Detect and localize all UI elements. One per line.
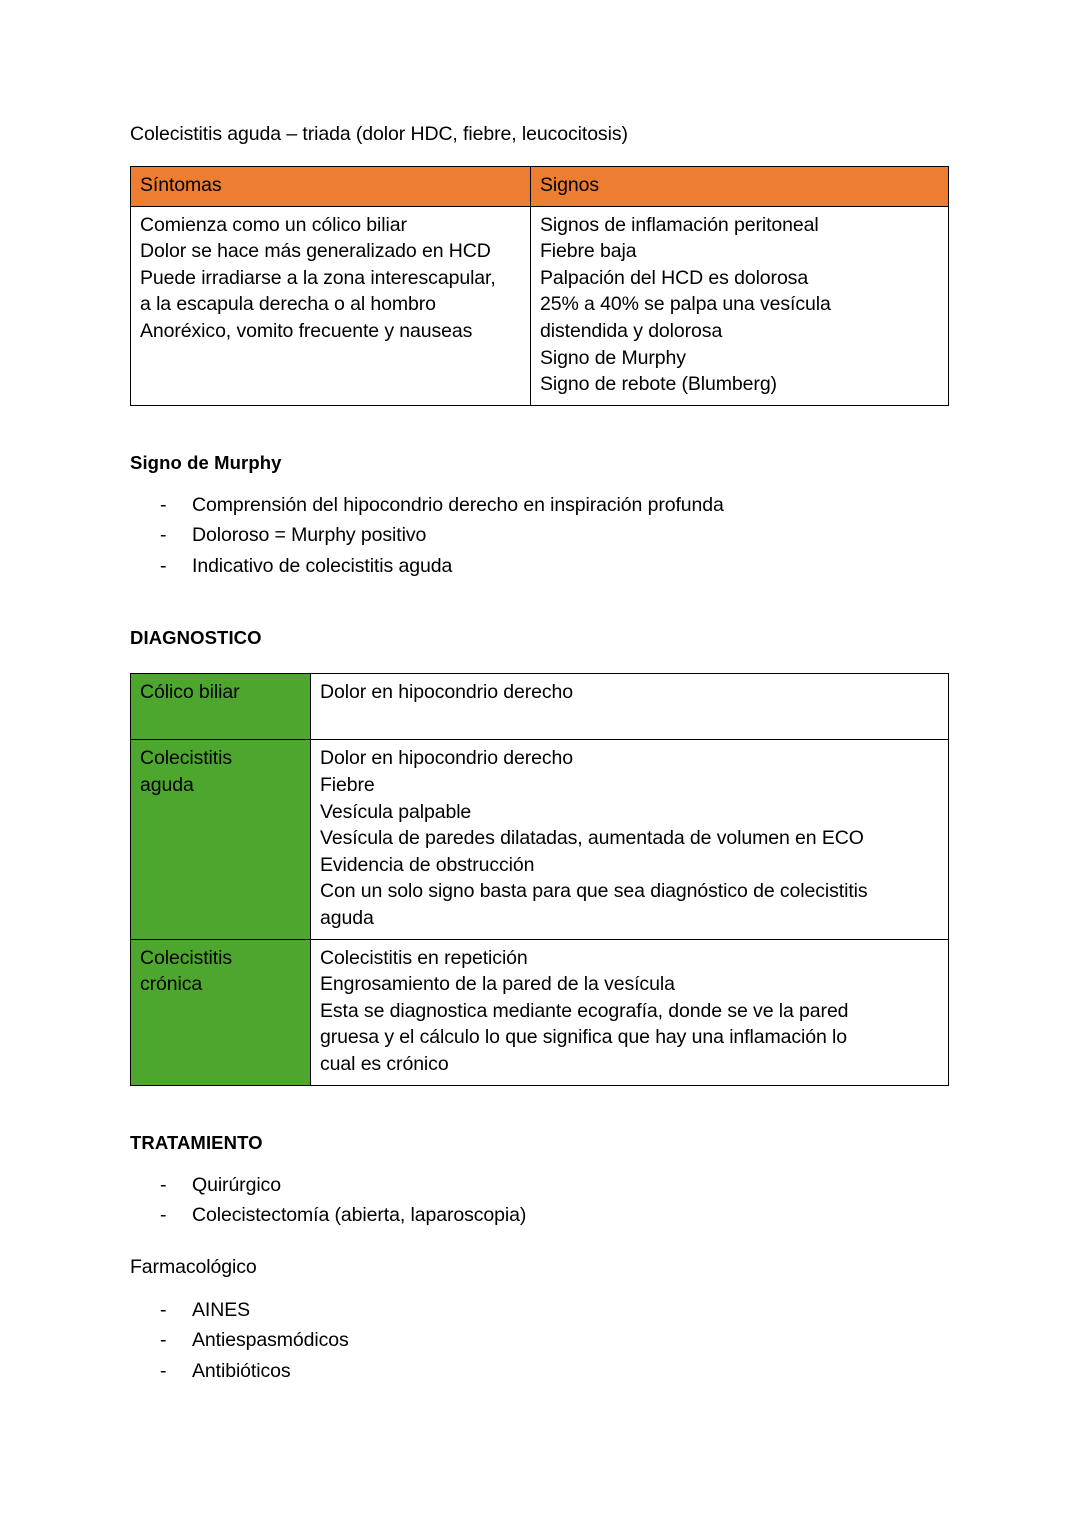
sintomas-lines [140,212,521,345]
spacer [130,1231,948,1253]
row-label-line: crónica [140,973,203,996]
signos-line: Signos de inflamación peritoneal [540,213,819,236]
content-line: aguda [320,907,374,929]
list-item [130,1295,948,1326]
row-content-colecistitis-aguda [311,740,949,939]
spacer [130,651,948,673]
spacer [130,1281,948,1295]
tratamiento-pharmacological-list [130,1295,948,1387]
sintomas-line: Dolor se hace más generalizado en HCD [140,240,491,263]
cell-sintomas-list [131,206,531,405]
content-line: Esta se diagnostica mediante ecografía, donde se ve la pared [320,999,849,1022]
list-item [130,1200,948,1231]
list-item [130,490,948,521]
list-item [130,551,948,582]
document-content [130,120,948,1386]
cell-signos-list [531,206,949,405]
header-cell-sintomas: Síntomas [131,167,531,207]
row-label-colico-biliar [131,674,311,740]
signos-line: Fiebre baja [540,240,637,263]
dash-bullet-icon: - [160,1204,167,1227]
dash-bullet-icon: - [160,1359,167,1382]
signos-line: Palpación del HCD es dolorosa [540,266,809,289]
content-line: Vesícula palpable [320,800,472,823]
diagnostico-table [130,673,949,1085]
content-line: Con un solo signo basta para que sea diagnóstico de colecistitis [320,880,868,903]
signos-line: Signo de rebote (Blumberg) [540,373,777,396]
list-item [130,1170,948,1201]
table-row [131,939,949,1085]
row-label-colecistitis-aguda [131,740,311,939]
list-item [130,520,948,551]
dash-bullet-icon: - [160,1298,167,1321]
row-label-line: Colecistitis [140,747,232,770]
sintomas-line: a la escapula derecha o al hombro [140,293,436,316]
murphy-list [130,490,948,582]
row-label-line: Colecistitis [140,946,232,969]
row-label-line: aguda [140,774,194,797]
list-item-label: Comprensión del hipocondrio derecho en inspiración profunda [192,493,724,516]
spacer [130,1156,948,1170]
murphy-heading: Signo de Murphy [130,451,282,473]
content-line: Dolor en hipocondrio derecho [320,681,574,704]
content-line: Dolor en hipocondrio derecho [320,747,574,770]
list-item [130,1356,948,1387]
content-line: Fiebre [320,774,375,797]
row-label-colecistitis-cronica [131,939,311,1085]
table-row [131,206,949,405]
list-item-label: Antiespasmódicos [192,1329,349,1352]
content-line: Engrosamiento de la pared de la vesícula [320,973,675,996]
spacer [130,581,948,625]
signos-lines [540,212,939,398]
tratamiento-surgical-list [130,1170,948,1231]
row-label-line: Cólico biliar [140,681,240,704]
row-content-colico-biliar [311,674,949,740]
dash-bullet-icon: - [160,1173,167,1196]
spacer [130,406,948,450]
table-header-row [131,167,949,207]
signos-line: 25% a 40% se palpa una vesícula [540,293,831,316]
content-line: Vesícula de paredes dilatadas, aumentada de volumen en ECO [320,827,864,850]
spacer [130,476,948,490]
row-content-colecistitis-cronica [311,939,949,1085]
farmacologico-label: Farmacológico [130,1255,257,1278]
content-line: cual es crónico [320,1052,449,1075]
dash-bullet-icon: - [160,554,167,577]
sintomas-line: Anoréxico, vomito frecuente y nauseas [140,319,473,342]
content-line: Evidencia de obstrucción [320,853,535,876]
list-item-label: Doloroso = Murphy positivo [192,524,427,547]
content-line: gruesa y el cálculo lo que significa que hay una inflamación lo [320,1026,848,1049]
list-item-label: Antibióticos [192,1359,291,1382]
header-cell-signos: Signos [531,167,949,207]
signos-line: distendida y dolorosa [540,319,723,342]
tratamiento-heading: TRATAMIENTO [130,1131,263,1153]
dash-bullet-icon: - [160,493,167,516]
content-line: Colecistitis en repetición [320,946,528,969]
list-item-label: Indicativo de colecistitis aguda [192,554,453,577]
symptoms-signs-table [130,166,949,406]
dash-bullet-icon: - [160,1329,167,1352]
table-row [131,740,949,939]
list-item-label: Quirúrgico [192,1173,281,1196]
content-line-filler [320,706,939,733]
sintomas-line: Puede irradiarse a la zona interescapular, [140,266,496,289]
table-row [131,674,949,740]
signos-line: Signo de Murphy [540,346,686,369]
sintomas-line: Comienza como un cólico biliar [140,213,407,236]
spacer [130,1086,948,1130]
list-item [130,1325,948,1356]
list-item-label: AINES [192,1298,251,1321]
diagnostico-heading: DIAGNOSTICO [130,627,262,649]
dash-bullet-icon: - [160,524,167,547]
list-item-label: Colecistectomía (abierta, laparoscopia) [192,1204,527,1227]
intro-line: Colecistitis aguda – triada (dolor HDC, fiebre, leucocitosis) [130,123,628,145]
